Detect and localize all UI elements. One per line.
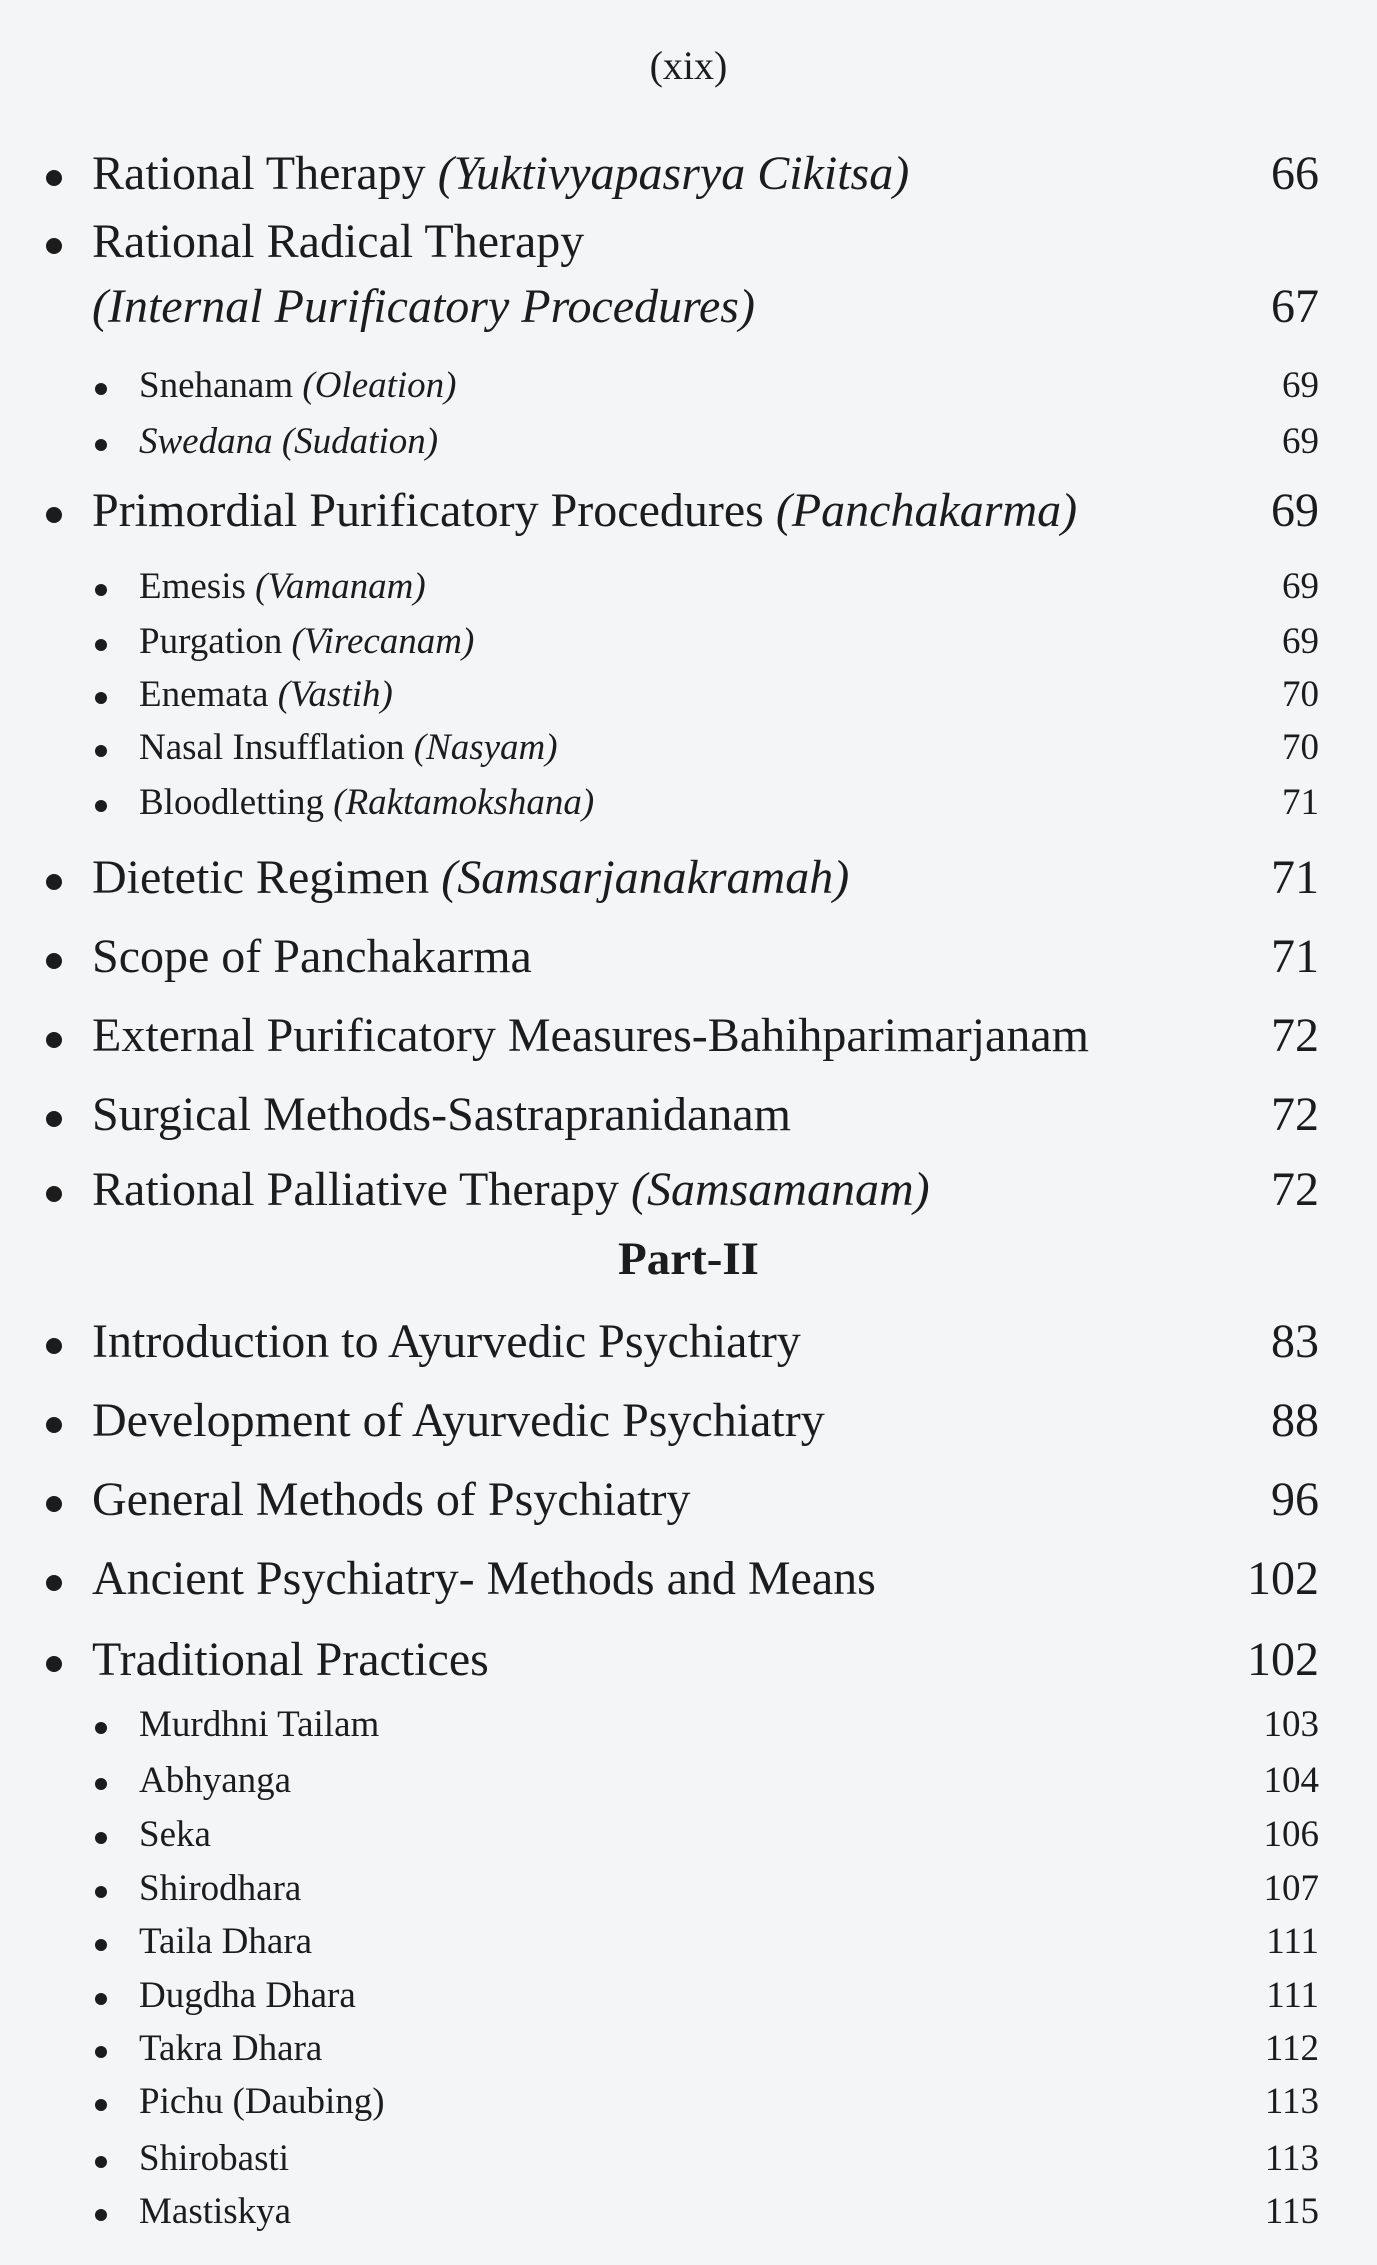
bullet-icon [95,639,107,651]
page-number: (xix) [649,43,728,88]
entry-title: External Purificatory Measures-Bahihparimarjanam [92,1009,1089,1062]
bullet-icon [95,439,107,451]
entry-title: Traditional Practices [92,1633,489,1686]
entry-page: 96 [1271,1473,1319,1526]
entry-title: Primordial Purificatory Procedures [92,484,764,537]
part-heading: Part-II [618,1233,759,1285]
entry-title: Ancient Psychiatry- Methods and Means [92,1552,876,1605]
bullet-icon [46,1032,62,1048]
entry-page: 103 [1263,1704,1319,1745]
entry-page: 88 [1271,1394,1319,1447]
entry-title: Emesis [139,566,246,607]
entry-page: 72 [1271,1163,1319,1216]
bullet-icon [95,2209,107,2221]
entry-title: Abhyanga [139,1760,292,1801]
entry-page: 102 [1247,1633,1319,1686]
bullet-icon [46,1417,62,1433]
entry-subtitle: (Oleation) [302,365,457,406]
entry-page: 71 [1271,851,1319,904]
entry-title: Mastiskya [139,2191,292,2232]
entry-title: Rational Therapy [92,147,426,200]
bullet-icon [95,2046,107,2058]
entry-title: Pichu (Daubing) [139,2081,385,2122]
bullet-icon [46,1186,62,1202]
entry-page: 106 [1263,1814,1319,1855]
entry-page: 70 [1282,727,1319,768]
entry-title: General Methods of Psychiatry [92,1473,691,1526]
entry-page: 69 [1271,484,1319,537]
bullet-icon [95,1778,107,1790]
bullet-icon [46,1656,62,1672]
entry-page: 113 [1264,2081,1319,2122]
entry-page: 67 [1271,280,1319,333]
bullet-icon [46,170,62,186]
entry-page: 107 [1263,1868,1319,1909]
entry-page: 69 [1282,621,1319,662]
entry-page: 83 [1271,1315,1319,1368]
entry-title: Purgation [139,621,283,662]
bullet-icon [46,953,62,969]
bullet-icon [46,1338,62,1354]
bullet-icon [95,2099,107,2111]
entry-title: Taila Dhara [139,1921,313,1962]
bullet-icon [46,874,62,890]
entry-page: 72 [1271,1088,1319,1141]
entry-page: 66 [1271,147,1319,200]
entry-page: 72 [1271,1009,1319,1062]
entry-title: Dietetic Regimen [92,851,430,904]
entry-title: Takra Dhara [139,2028,323,2069]
entry-page: 112 [1264,2028,1319,2069]
entry-title: Shirodhara [139,1868,302,1909]
entry-title: Murdhni Tailam [139,1704,380,1745]
entry-page: 71 [1271,930,1319,983]
bullet-icon [95,1939,107,1951]
entry-page: 104 [1263,1760,1319,1801]
bullet-icon [95,745,107,757]
bullet-icon [95,383,107,395]
entry-title: Surgical Methods-Sastrapranidanam [92,1088,791,1141]
bullet-icon [46,507,62,523]
entry-title: Bloodletting [139,782,324,823]
bullet-icon [95,584,107,596]
entry-subtitle: (Samsarjanakramah) [441,851,850,904]
entry-subtitle: (Virecanam) [291,621,475,662]
bullet-icon [46,1575,62,1591]
entry-subtitle: (Nasyam) [413,727,558,768]
entry-title: Nasal Insufflation [139,727,405,768]
entry-title: Scope of Panchakarma [92,930,532,983]
bullet-icon [46,238,62,254]
entry-title: Seka [139,1814,211,1855]
bullet-icon [95,1886,107,1898]
entry-title: Rational Radical Therapy [92,215,585,268]
entry-page: 113 [1264,2138,1319,2179]
entry-page: 69 [1282,421,1319,462]
entry-subtitle: (Vastih) [277,674,393,715]
entry-title: Snehanam [139,365,294,406]
entry-subtitle: (Yuktivyapasrya Cikitsa) [437,147,910,200]
entry-page: 115 [1264,2191,1319,2232]
bullet-icon [95,1722,107,1734]
entry-page: 71 [1282,782,1319,823]
entry-page: 102 [1247,1552,1319,1605]
entry-title: Development of Ayurvedic Psychiatry [92,1394,825,1447]
bullet-icon [46,1111,62,1127]
entry-title: Shirobasti [139,2138,290,2179]
entry-title: Rational Palliative Therapy [92,1163,619,1216]
bullet-icon [46,1496,62,1512]
entry-subtitle: (Panchakarma) [775,484,1078,537]
entry-subtitle: (Raktamokshana) [333,782,595,823]
entry-subtitle: (Samsamanam) [630,1163,930,1216]
entry-page: 70 [1282,674,1319,715]
entry-title: Introduction to Ayurvedic Psychiatry [92,1315,801,1368]
entry-page: 111 [1266,1921,1319,1962]
bullet-icon [95,2156,107,2168]
bullet-icon [95,800,107,812]
entry-page: 69 [1282,365,1319,406]
entry-subtitle: (Internal Purificatory Procedures) [92,280,755,333]
entry-page: 69 [1282,566,1319,607]
entry-title: Dugdha Dhara [139,1975,356,2016]
entry-subtitle: Swedana (Sudation) [139,421,439,462]
bullet-icon [95,692,107,704]
entry-subtitle: (Vamanam) [255,566,426,607]
bullet-icon [95,1993,107,2005]
entry-page: 111 [1266,1975,1319,2016]
bullet-icon [95,1832,107,1844]
entry-title: Enemata [139,674,269,715]
